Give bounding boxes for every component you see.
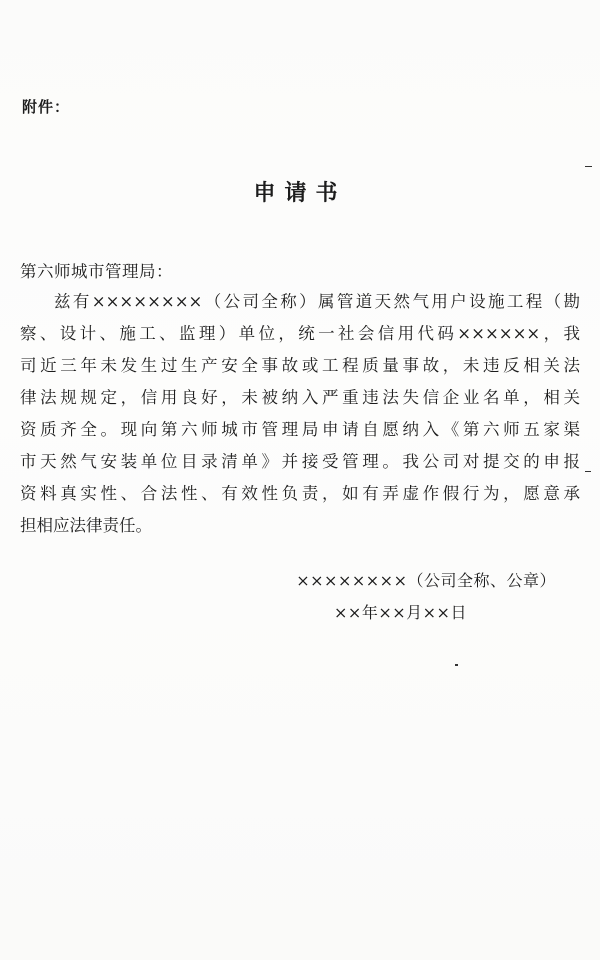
- body-line-4: 律法规规定，信用良好，未被纳入严重违法失信企业名单，相关: [20, 388, 580, 407]
- scan-speck: [585, 166, 592, 167]
- body-line-5: 资质齐全。现向第六师城市管理局申请自愿纳入《第六师五家渠: [20, 420, 580, 439]
- body-line-8: 担相应法律责任。: [20, 516, 152, 535]
- date-line: ××年××月××日: [334, 603, 467, 622]
- salutation: 第六师城市管理局：: [20, 262, 173, 281]
- scan-speck: [585, 471, 591, 472]
- signature-line: ××××××××（公司全称、公章）: [296, 571, 556, 590]
- body-line-7: 资料真实性、合法性、有效性负责，如有弄虚作假行为，愿意承: [20, 484, 580, 503]
- scan-speck: [455, 664, 458, 666]
- body-line-6: 市天然气安装单位目录清单》并接受管理。我公司对提交的申报: [20, 452, 580, 471]
- body-line-3: 司近三年未发生过生产安全事故或工程质量事故，未违反相关法: [20, 356, 580, 375]
- body-line-2: 察、设计、施工、监理）单位，统一社会信用代码××××××，我: [20, 324, 580, 343]
- document-title: 申请书: [253, 180, 347, 206]
- attachment-label: 附件：: [22, 98, 71, 116]
- body-line-1: 兹有××××××××（公司全称）属管道天然气用户设施工程（勘: [54, 292, 580, 311]
- body-text: [20, 286, 580, 542]
